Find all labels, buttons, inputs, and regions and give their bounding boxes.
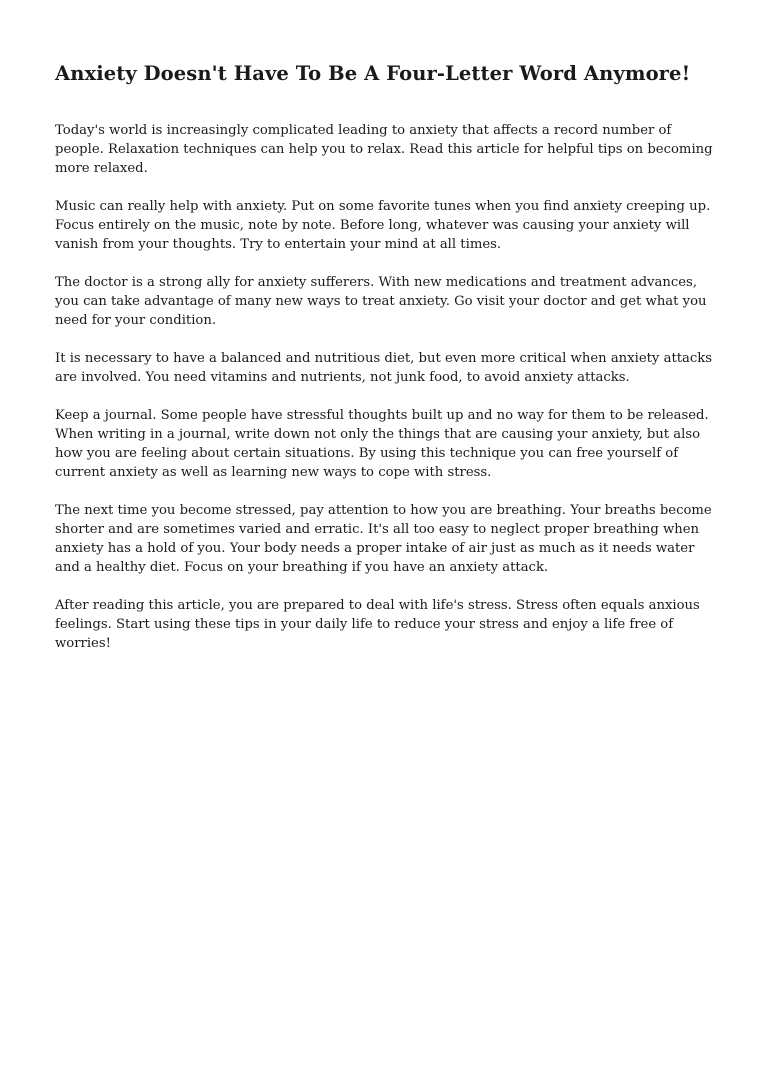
paragraph-journal: Keep a journal. Some people have stressful thoughts built up and no way for them to be released. When writing in a journal, write down not only the things that are causing your anxiety, but also how you are feeling about certain situations. By using this technique you can free yourself of current anxiety as well as learning new ways to cope with stress. [55,408,709,480]
paragraph-conclusion: After reading this article, you are prepared to deal with life's stress. Stress often equals anxious feelings. Start using these tips in your daily life to reduce your stress and enjoy a life free of worries! [55,598,700,651]
paragraph-intro: Today's world is increasingly complicated leading to anxiety that affects a record number of people. Relaxation techniques can help you to relax. Read this article for helpful tips on becoming more relaxed. [55,123,713,176]
paragraph-diet: It is necessary to have a balanced and nutritious diet, but even more critical when anxiety attacks are involved. You need vitamins and nutrients, not junk food, to avoid anxiety attacks. [55,351,713,385]
article-body [55,121,717,672]
page-title: Anxiety Doesn't Have To Be A Four-Letter Word Anymore! [55,62,691,85]
paragraph-breathing: The next time you become stressed, pay attention to how you are breathing. Your breaths become shorter and are sometimes varied and erratic. It's all too easy to neglect proper breathing when anxiety has a hold of you. Your body needs a proper intake of air just as much as it needs water and a healthy diet. Focus on your breathing if you have an anxiety attack. [55,503,712,575]
paragraph-doctor: The doctor is a strong ally for anxiety sufferers. With new medications and treatment advances, you can take advantage of many new ways to treat anxiety. Go visit your doctor and get what you need for your condition. [55,275,707,328]
paragraph-music: Music can really help with anxiety. Put on some favorite tunes when you find anxiety creeping up. Focus entirely on the music, note by note. Before long, whatever was causing your anxiety will vanish from your thoughts. Try to entertain your mind at all times. [55,199,711,252]
